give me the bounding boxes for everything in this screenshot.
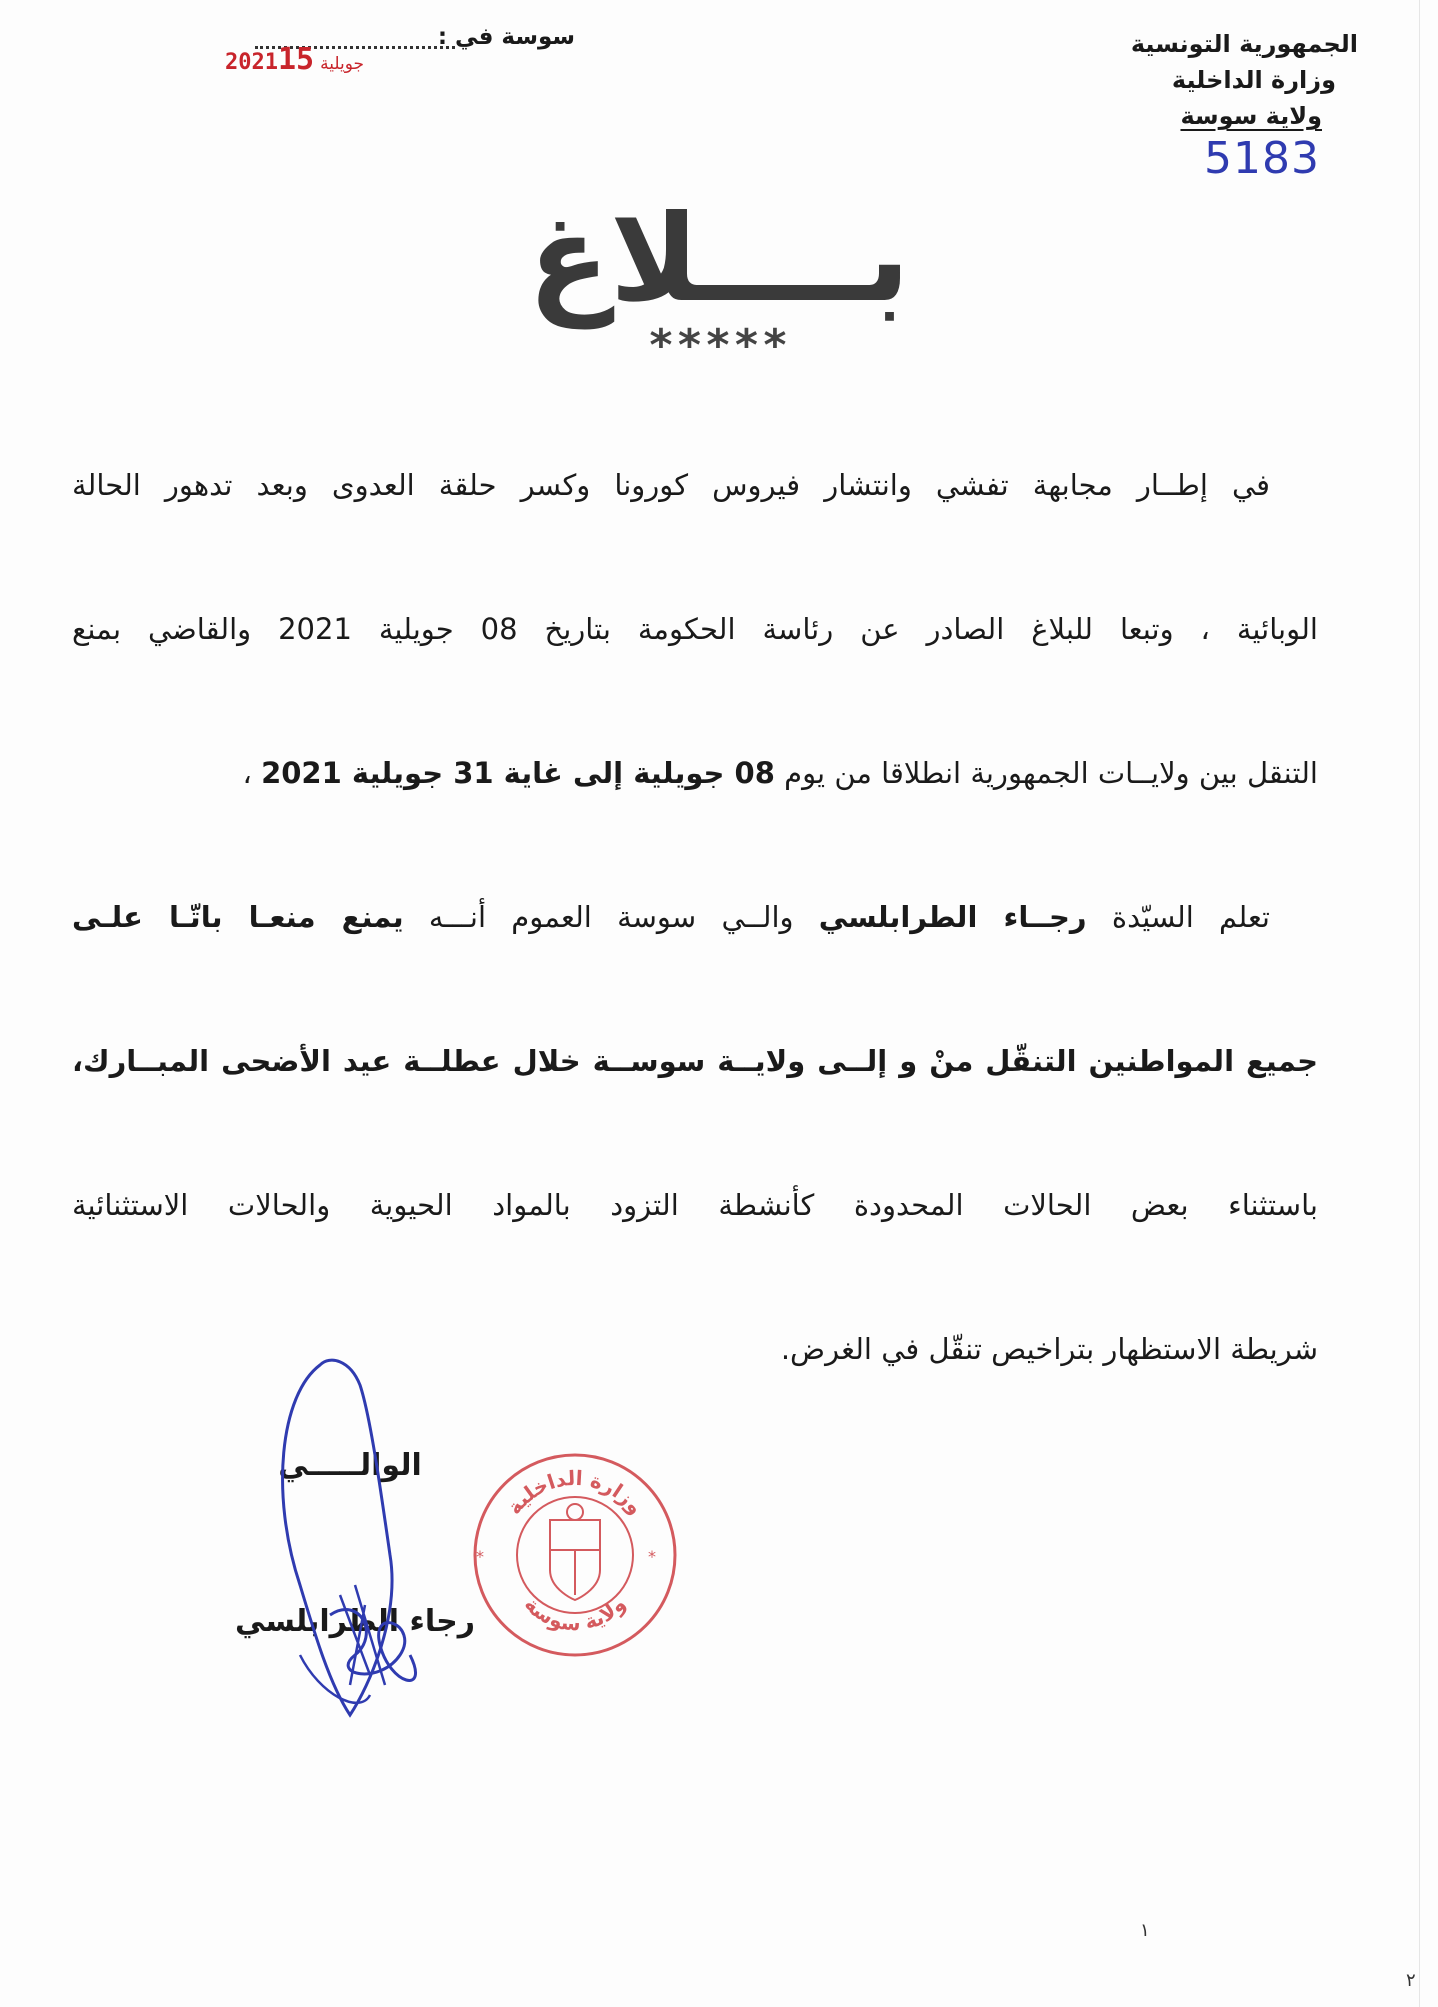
paragraph-2-line-3: باستثناء بعض الحالات المحدودة كأنشطة التزود بالمواد الحيوية والحالات الاستثنائية [72, 1188, 1318, 1222]
corner-mark: ٢ [1406, 1970, 1416, 1991]
paragraph-1-line-3-text: التنقل بين ولايــات الجمهورية انطلاقا من يوم [784, 756, 1318, 790]
handwritten-signature [260, 1355, 460, 1735]
paragraph-1-line-2: الوبائية ، وتبعا للبلاغ الصادر عن رئاسة الحكومة بتاريخ 08 جويلية 2021 والقاضي بمنع [72, 612, 1318, 646]
signatory-title: الوالـــــي [278, 1448, 422, 1483]
date-stamp-month: جويلية [320, 54, 365, 74]
paragraph-2-line-4: شريطة الاستظهار بتراخيص تنقّل في الغرض. [780, 1332, 1318, 1366]
announcement-body [72, 465, 1318, 1473]
paragraph-2-line-1-c: والــي سوسة العموم أنـــه [428, 900, 794, 934]
paragraph-2-line-2: جميع المواطنين التنقّل منْ و إلــى ولايــة سوســة خلال عطلــة عيد الأضحى المبــارك، [72, 1044, 1318, 1078]
paragraph-1-line-3 [72, 753, 1318, 897]
date-stamp-day: 15 [277, 42, 315, 77]
coat-of-arms-icon [550, 1504, 600, 1600]
ministry-name: وزارة الداخلية [1171, 66, 1336, 94]
svg-text:*: * [476, 1547, 484, 1566]
margin-mark: ١ [1140, 1920, 1150, 1941]
svg-text:*: * [648, 1547, 656, 1566]
date-stamp-year: 2021 [225, 50, 278, 75]
signatory-name: رجاء الطرابلسي [234, 1604, 476, 1639]
date-stamp [225, 42, 370, 77]
seal-top-text: وزارة الداخلية [501, 1465, 649, 1519]
ban-period: 08 جويلية إلى غاية 31 جويلية 2021 [261, 756, 775, 790]
date-line [195, 24, 575, 84]
governorate-name: ولاية سوسة [1180, 102, 1322, 130]
paragraph-1-line-3-end: ، [242, 756, 262, 790]
letterhead [1058, 26, 1358, 184]
title-separator: ***** [647, 320, 791, 371]
svg-text:وزارة الداخلية [502, 1466, 648, 1519]
country-name: الجمهورية التونسية [1130, 30, 1358, 58]
date-label: سوسة في : [437, 24, 575, 50]
reference-number: 5183 [1204, 133, 1320, 184]
governor-name-inline: رجــاء الطرابلسي [818, 900, 1087, 934]
svg-text:ولاية سوسة [520, 1592, 630, 1635]
paragraph-1-line-1: في إطــار مجابهة تفشي وانتشار فيروس كورونا وكسر حلقة العدوى وبعد تدهور الحالة [72, 468, 1270, 502]
document-title: بــــلاغ [527, 190, 911, 329]
paragraph-2-line-1 [72, 897, 1318, 1041]
official-seal [470, 1450, 680, 1660]
paragraph-2-line-1-d: يمنع منعـا باتّـا علـى [72, 900, 404, 934]
seal-bottom-text: ولاية سوسة [519, 1592, 631, 1636]
paragraph-2-line-1-a: تعلم السيّدة [1111, 900, 1270, 934]
